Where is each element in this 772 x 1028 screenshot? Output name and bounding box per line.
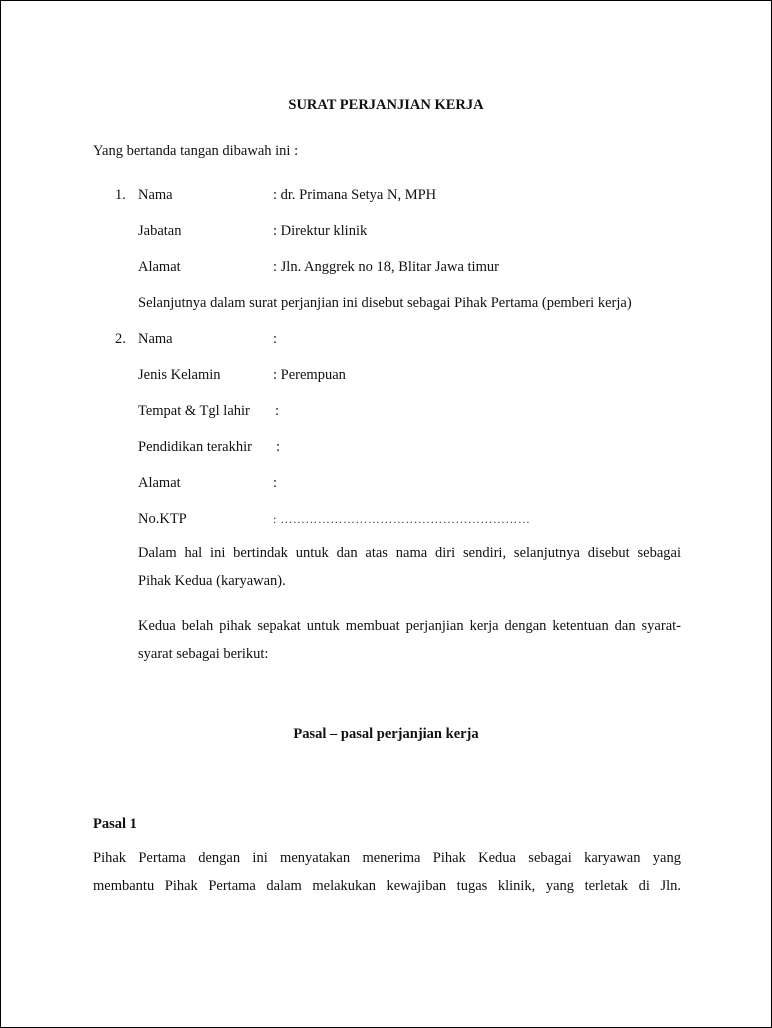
section-heading: Pasal – pasal perjanjian kerja — [293, 726, 479, 742]
document-title: SURAT PERJANJIAN KERJA — [288, 97, 484, 113]
pasal1-line1: Pihak Pertama dengan ini menyatakan menerima Pihak Kedua sebagai karyawan yang — [93, 850, 681, 866]
agreement-paragraph — [138, 612, 681, 668]
party2-value-tempat-tgl-lahir: : — [275, 403, 280, 419]
agreement-line1: Kedua belah pihak sepakat untuk membuat perjanjian kerja dengan ketentuan dan syarat- — [138, 618, 681, 634]
party1-label-alamat: Alamat — [138, 259, 181, 275]
intro-text: Yang bertanda tangan dibawah ini : — [93, 143, 299, 159]
party2-note-line1: Dalam hal ini bertindak untuk dan atas nama diri sendiri, selanjutnya disebut sebagai — [138, 545, 681, 561]
party1-value-jabatan: : Direktur klinik — [273, 223, 368, 239]
party1-number: 1. — [115, 187, 126, 203]
party2-note-paragraph — [138, 539, 681, 595]
party2-value-no-ktp: : …………………………………………………… — [273, 512, 531, 526]
pasal1-paragraph — [93, 844, 681, 900]
party2-note-line2: Pihak Kedua (karyawan). — [138, 573, 286, 589]
party2-label-no-ktp: No.KTP — [138, 511, 187, 527]
party2-number: 2. — [115, 331, 126, 347]
party2-value-nama: : — [273, 331, 278, 347]
agreement-line2: syarat sebagai berikut: — [138, 646, 269, 662]
party2-label-pendidikan: Pendidikan terakhir — [138, 439, 252, 455]
party2-label-nama: Nama — [138, 331, 173, 347]
party1-value-nama: : dr. Primana Setya N, MPH — [273, 187, 437, 203]
party2-label-tempat-tgl-lahir: Tempat & Tgl lahir — [138, 403, 250, 419]
party1-value-alamat: : Jln. Anggrek no 18, Blitar Jawa timur — [273, 259, 499, 275]
party2-label-jenis-kelamin: Jenis Kelamin — [138, 367, 221, 383]
party1-label-nama: Nama — [138, 187, 173, 203]
party2-label-alamat: Alamat — [138, 475, 181, 491]
pasal1-heading: Pasal 1 — [93, 816, 137, 832]
party1-note: Selanjutnya dalam surat perjanjian ini disebut sebagai Pihak Pertama (pemberi kerja) — [138, 295, 632, 311]
party2-value-jenis-kelamin: : Perempuan — [273, 367, 346, 383]
party2-value-alamat: : — [273, 475, 278, 491]
party2-value-pendidikan: : — [276, 439, 281, 455]
pasal1-line2: membantu Pihak Pertama dalam melakukan kewajiban tugas klinik, yang terletak di Jln. — [93, 878, 681, 894]
party1-label-jabatan: Jabatan — [138, 223, 182, 239]
